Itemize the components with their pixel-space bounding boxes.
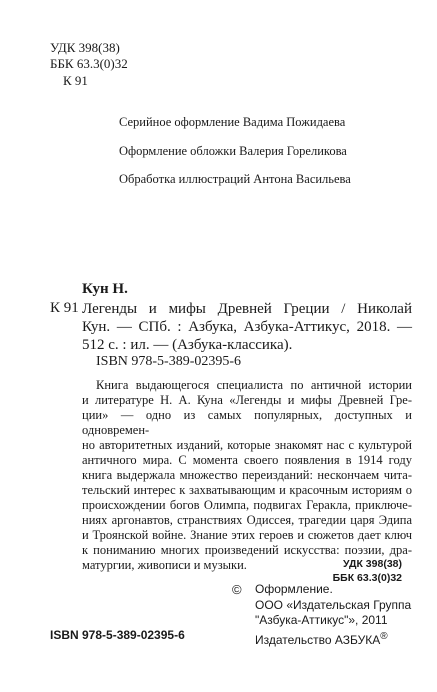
abstract-line: и литературе Н. А. Куна «Легенды и мифы Древней Гре- — [82, 393, 412, 407]
record-isbn: ISBN 978-5-389-02395-6 — [96, 354, 242, 369]
bbk-code: ББК 63.3(0)32 — [50, 56, 128, 71]
copyright-line: Оформление. — [255, 582, 333, 596]
abstract-line: книга выдержала множество переизданий: нескончаем чита- — [82, 468, 412, 482]
illustration-credit: Обработка иллюстраций Антона Васильева — [119, 172, 351, 186]
author-sign-code: К 91 — [63, 73, 88, 88]
abstract-line: Книга выдающегося специалиста по античной истории — [96, 378, 412, 392]
abstract-line: происхождении богов Олимпа, подвигах Геракла, приключе- — [82, 498, 412, 512]
copyright-symbol: © — [232, 582, 242, 597]
registered-mark: ® — [380, 630, 388, 642]
bbk-code-bottom: ББК 63.3(0)32 — [332, 572, 402, 584]
record-imprint-line: Кун. — СПб. : Азбука, Азбука-Аттикус, 2018. — — [82, 319, 412, 335]
footer-isbn: ISBN 978-5-389-02395-6 — [50, 628, 185, 642]
abstract-line: античного мира. С момента своего появления в 1914 году — [82, 453, 412, 467]
abstract-line: к пониманию многих произведений искусства: поэзии, дра- — [82, 543, 412, 557]
abstract-line: тельский интерес к захватывающим и красочным историям о — [82, 483, 412, 497]
abstract-line: ции» — одно из самых популярных, доступных и одновремен- — [82, 408, 412, 437]
record-code: К 91 — [50, 300, 79, 316]
author-heading: Кун Н. — [82, 281, 128, 297]
series-design-credit: Серийное оформление Вадима Пожидаева — [119, 115, 346, 129]
abstract-line: но авторитетных изданий, которые знакомят нас с культурой — [82, 438, 412, 452]
record-title-line: Легенды и мифы Древней Греции / Николай — [82, 301, 412, 317]
copyright-line — [255, 629, 411, 649]
abstract — [82, 378, 412, 573]
copyright-block — [255, 582, 411, 648]
copyright-line: "Азбука-Аттикус"», 2011 — [255, 613, 388, 627]
abstract-line: ниях аргонавтов, странствиях Одиссея, трагедии царя Эдипа — [82, 513, 412, 527]
copyright-line: ООО «Издательская Группа — [255, 597, 412, 612]
abstract-line: матургии, живописи и музыки. — [82, 558, 247, 572]
cover-design-credit: Оформление обложки Валерия Гореликова — [119, 144, 347, 158]
udk-code: УДК 398(38) — [50, 40, 120, 55]
publisher-name: Издательство АЗБУКА — [255, 632, 381, 647]
abstract-line: и Троянской войне. Знание этих героев и сюжетов дает ключ — [82, 528, 412, 542]
record-pages-line: 512 с. : ил. — (Азбука-классика). — [82, 337, 293, 353]
udk-code-bottom: УДК 398(38) — [343, 558, 402, 570]
